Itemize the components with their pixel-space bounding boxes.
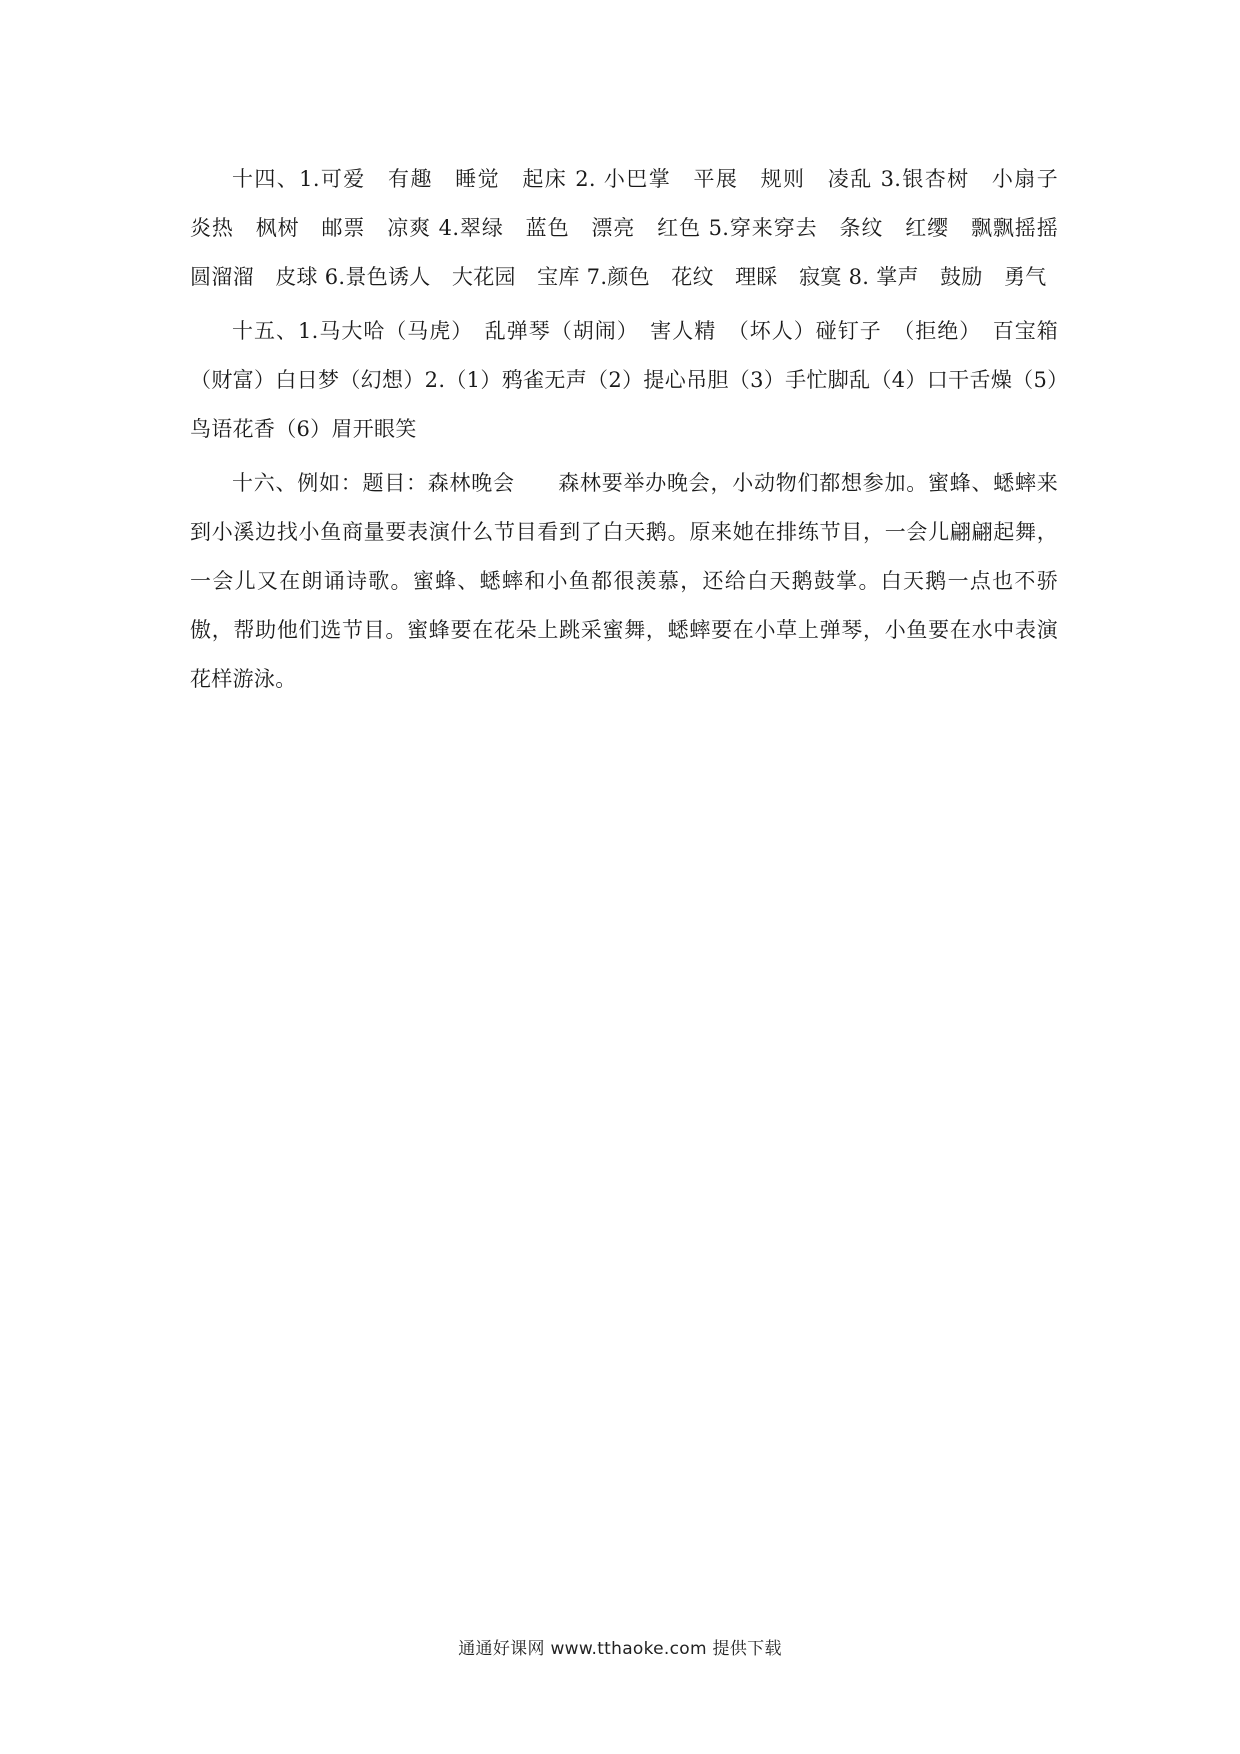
answer-section-15: 十五、1.马大哈（马虎） 乱弹琴（胡闹） 害人精 （坏人）碰钉子 （拒绝） 百宝箱（财富）白日梦（幻想）2.（1）鸦雀无声（2）提心吊胆（3）手忙脚乱（4）口干舌燥（5）鸟语花香（6）眉开眼笑 [190,319,1058,441]
page-footer: 通通好课网 www.tthaoke.com 提供下载 [458,1639,782,1659]
answer-section-16: 十六、例如：题目：森林晚会 森林要举办晚会，小动物们都想参加。蜜蜂、蟋蟀来到小溪边找小鱼商量要表演什么节目看到了白天鹅。原来她在排练节目，一会儿翩翩起舞，一会儿又在朗诵诗歌。蜜蜂、蟋蟀和小鱼都很羡慕，还给白天鹅鼓掌。白天鹅一点也不骄傲，帮助他们选节目。蜜蜂要在花朵上跳采蜜舞，蟋蟀要在小草上弹琴，小鱼要在水中表演花样游泳。 [190,471,1058,691]
document-body [190,155,1080,709]
answer-section-14: 十四、1.可爱 有趣 睡觉 起床 2. 小巴掌 平展 规则 凌乱 3.银杏树 小扇子 炎热 枫树 邮票 凉爽 4.翠绿 蓝色 漂亮 红色 5.穿来穿去 条纹 红缨 飘飘摇摇 圆溜溜 皮球 6.景色诱人 大花园 宝库 7.颜色 花纹 理睬 寂寞 8. 掌声 鼓励 勇气 [190,167,1080,289]
